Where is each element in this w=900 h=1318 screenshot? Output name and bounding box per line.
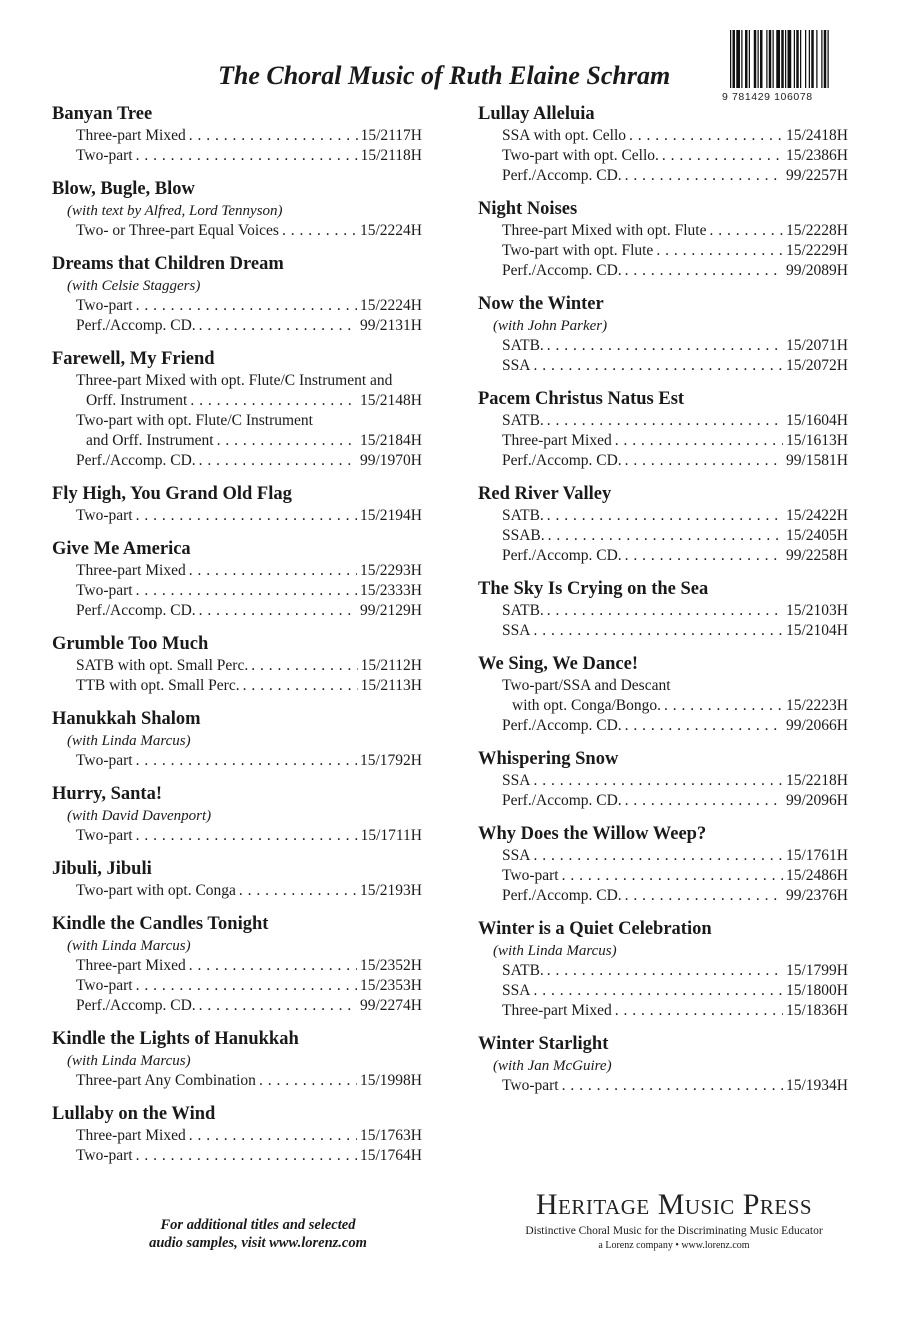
title-entry bbox=[52, 912, 422, 1016]
edition-row bbox=[52, 826, 422, 846]
edition-voicing: Perf./Accomp. CD. bbox=[76, 317, 196, 334]
dot-leader bbox=[189, 956, 357, 976]
title-credit: (with Linda Marcus) bbox=[493, 943, 617, 959]
title-entry bbox=[478, 652, 848, 736]
edition-code: 99/2257H bbox=[786, 167, 848, 184]
footer-note bbox=[108, 1216, 408, 1252]
title-name: We Sing, We Dance! bbox=[478, 654, 638, 674]
edition-row bbox=[478, 696, 848, 716]
edition-code: 15/1613H bbox=[786, 432, 848, 449]
edition-voicing: Two-part with opt. Conga bbox=[76, 882, 236, 899]
title-name: Pacem Christus Natus Est bbox=[478, 389, 685, 409]
title-name: Blow, Bugle, Blow bbox=[52, 179, 195, 199]
dot-leader bbox=[615, 431, 783, 451]
edition-code: 15/1998H bbox=[360, 1072, 422, 1089]
edition-code: 15/2293H bbox=[360, 562, 422, 579]
barcode-bar bbox=[796, 30, 799, 88]
edition-row bbox=[52, 296, 422, 316]
title-name: Dreams that Children Dream bbox=[52, 254, 284, 274]
edition-row bbox=[52, 391, 422, 411]
edition-voicing: Two-part bbox=[76, 297, 133, 314]
dot-leader bbox=[625, 261, 783, 281]
edition-row bbox=[478, 1076, 848, 1096]
edition-row bbox=[478, 601, 848, 621]
dot-leader bbox=[533, 621, 783, 641]
barcode-bar bbox=[733, 30, 736, 88]
edition-code: 99/2129H bbox=[360, 602, 422, 619]
edition-voicing: SATB. bbox=[502, 412, 544, 429]
edition-voicing: SSAB. bbox=[502, 527, 545, 544]
edition-row bbox=[52, 431, 422, 451]
edition-voicing-line: Three-part Mixed with opt. Flute/C Instrument and bbox=[76, 372, 393, 389]
barcode-bar bbox=[754, 30, 757, 88]
edition-voicing: Two-part bbox=[76, 507, 133, 524]
dot-leader bbox=[239, 881, 357, 901]
edition-code: 15/2104H bbox=[786, 622, 848, 639]
edition-voicing: Three-part Mixed bbox=[76, 957, 186, 974]
barcode-bar bbox=[758, 30, 759, 88]
edition-code: 15/2422H bbox=[786, 507, 848, 524]
edition-voicing: Three-part Mixed bbox=[502, 1002, 612, 1019]
dot-leader bbox=[189, 561, 357, 581]
edition-voicing: Two-part bbox=[76, 582, 133, 599]
dot-leader bbox=[136, 581, 357, 601]
title-entry bbox=[52, 632, 422, 696]
edition-voicing: Two-part bbox=[502, 1077, 559, 1094]
edition-code: 15/2333H bbox=[360, 582, 422, 599]
edition-voicing: with opt. Conga/Bongo. bbox=[512, 697, 661, 714]
edition-code: 15/1711H bbox=[360, 827, 422, 844]
edition-voicing: Three-part Mixed with opt. Flute bbox=[502, 222, 707, 239]
dot-leader bbox=[547, 336, 783, 356]
title-name: Now the Winter bbox=[478, 294, 604, 314]
barcode-bar bbox=[811, 30, 814, 88]
edition-code: 15/2229H bbox=[786, 242, 848, 259]
title-name: Jibuli, Jibuli bbox=[52, 859, 152, 879]
edition-code: 15/2386H bbox=[786, 147, 848, 164]
barcode-bar bbox=[824, 30, 827, 88]
edition-code: 15/2228H bbox=[786, 222, 848, 239]
edition-voicing: Three-part Any Combination bbox=[76, 1072, 256, 1089]
edition-voicing: Two-part bbox=[76, 147, 133, 164]
dot-leader bbox=[136, 976, 357, 996]
edition-row bbox=[52, 316, 422, 336]
barcode bbox=[722, 30, 868, 103]
dot-leader bbox=[190, 391, 357, 411]
title-name: Lullay Alleluia bbox=[478, 104, 595, 124]
edition-row bbox=[52, 451, 422, 471]
title-credit: (with Linda Marcus) bbox=[67, 938, 191, 954]
dot-leader bbox=[199, 451, 357, 471]
edition-row bbox=[52, 996, 422, 1016]
edition-row bbox=[478, 411, 848, 431]
edition-voicing: Perf./Accomp. CD. bbox=[502, 792, 622, 809]
title-credit: (with John Parker) bbox=[493, 318, 608, 334]
edition-voicing: SSA bbox=[502, 622, 531, 639]
title-entry bbox=[52, 347, 422, 471]
title-list-right bbox=[478, 102, 848, 1107]
edition-row bbox=[478, 431, 848, 451]
edition-row bbox=[478, 261, 848, 281]
edition-voicing: Two- or Three-part Equal Voices bbox=[76, 222, 279, 239]
edition-row bbox=[478, 546, 848, 566]
title-entry bbox=[52, 857, 422, 901]
edition-row bbox=[478, 166, 848, 186]
edition-row bbox=[478, 791, 848, 811]
edition-row bbox=[52, 1146, 422, 1166]
edition-row bbox=[52, 561, 422, 581]
edition-voicing: SSA bbox=[502, 357, 531, 374]
title-entry bbox=[52, 177, 422, 241]
edition-voicing: Two-part with opt. Cello. bbox=[502, 147, 659, 164]
title-entry bbox=[478, 822, 848, 906]
title-entry bbox=[478, 102, 848, 186]
title-entry bbox=[478, 917, 848, 1021]
dot-leader bbox=[625, 546, 783, 566]
edition-row bbox=[478, 356, 848, 376]
edition-voicing: Three-part Mixed bbox=[76, 1127, 186, 1144]
title-entry bbox=[52, 252, 422, 336]
dot-leader bbox=[282, 221, 357, 241]
edition-voicing: Perf./Accomp. CD. bbox=[76, 997, 196, 1014]
edition-voicing: Three-part Mixed bbox=[76, 562, 186, 579]
title-name: The Sky Is Crying on the Sea bbox=[478, 579, 709, 599]
dot-leader bbox=[625, 451, 783, 471]
edition-code: 15/2224H bbox=[360, 297, 422, 314]
dot-leader bbox=[199, 996, 357, 1016]
dot-leader bbox=[709, 221, 783, 241]
edition-row bbox=[478, 526, 848, 546]
edition-code: 15/2071H bbox=[786, 337, 848, 354]
edition-row bbox=[478, 336, 848, 356]
edition-code: 15/2072H bbox=[786, 357, 848, 374]
edition-code: 15/2103H bbox=[786, 602, 848, 619]
title-entry bbox=[52, 1102, 422, 1166]
page-title: The Choral Music of Ruth Elaine Schram bbox=[218, 61, 671, 90]
title-entry bbox=[478, 577, 848, 641]
edition-voicing: SATB with opt. Small Perc. bbox=[76, 657, 249, 674]
title-entry bbox=[478, 482, 848, 566]
barcode-bar bbox=[794, 30, 795, 88]
footer-note-line: For additional titles and selected bbox=[160, 1217, 356, 1233]
edition-voicing: Perf./Accomp. CD. bbox=[502, 717, 622, 734]
edition-row bbox=[478, 886, 848, 906]
edition-code: 15/2223H bbox=[786, 697, 848, 714]
edition-row bbox=[52, 146, 422, 166]
edition-code: 15/1800H bbox=[786, 982, 848, 999]
edition-row bbox=[52, 506, 422, 526]
edition-voicing: SSA bbox=[502, 982, 531, 999]
edition-row bbox=[52, 976, 422, 996]
title-entry bbox=[52, 782, 422, 846]
edition-row bbox=[478, 221, 848, 241]
edition-code: 15/2193H bbox=[360, 882, 422, 899]
edition-row bbox=[478, 241, 848, 261]
edition-row bbox=[478, 1001, 848, 1021]
edition-row bbox=[52, 676, 422, 696]
edition-row bbox=[478, 146, 848, 166]
dot-leader bbox=[625, 886, 783, 906]
title-entry bbox=[478, 747, 848, 811]
edition-row bbox=[52, 956, 422, 976]
edition-row bbox=[52, 221, 422, 241]
barcode-bar bbox=[821, 30, 822, 88]
title-credit: (with text by Alfred, Lord Tennyson) bbox=[67, 203, 283, 219]
edition-code: 99/2066H bbox=[786, 717, 848, 734]
edition-code: 15/2148H bbox=[360, 392, 422, 409]
dot-leader bbox=[136, 826, 358, 846]
title-name: Whispering Snow bbox=[478, 749, 619, 769]
edition-code: 15/2218H bbox=[786, 772, 848, 789]
barcode-bar bbox=[736, 30, 740, 88]
dot-leader bbox=[547, 506, 783, 526]
barcode-bar bbox=[773, 30, 774, 88]
dot-leader bbox=[136, 1146, 357, 1166]
edition-voicing: Three-part Mixed bbox=[76, 127, 186, 144]
edition-code: 15/2112H bbox=[360, 657, 422, 674]
title-credit: (with Jan McGuire) bbox=[493, 1058, 612, 1074]
footer-note-line: audio samples, visit www.lorenz.com bbox=[149, 1235, 367, 1251]
edition-code: 99/2258H bbox=[786, 547, 848, 564]
title-list-left bbox=[52, 102, 422, 1177]
barcode-bar bbox=[809, 30, 810, 88]
edition-row bbox=[52, 881, 422, 901]
dot-leader bbox=[629, 126, 783, 146]
edition-code: 15/2486H bbox=[786, 867, 848, 884]
dot-leader bbox=[199, 601, 357, 621]
barcode-bar bbox=[766, 30, 767, 88]
title-name: Kindle the Lights of Hanukkah bbox=[52, 1029, 299, 1049]
title-entry bbox=[478, 387, 848, 471]
edition-row bbox=[478, 126, 848, 146]
dot-leader bbox=[243, 676, 358, 696]
edition-voicing: Two-part bbox=[76, 752, 133, 769]
title-name: Why Does the Willow Weep? bbox=[478, 824, 707, 844]
edition-code: 15/1799H bbox=[786, 962, 848, 979]
title-entry bbox=[478, 197, 848, 281]
edition-voicing: Orff. Instrument bbox=[86, 392, 188, 409]
edition-code: 99/2376H bbox=[786, 887, 848, 904]
edition-voicing: Two-part bbox=[76, 977, 133, 994]
edition-code: 15/1792H bbox=[360, 752, 422, 769]
edition-row bbox=[478, 866, 848, 886]
dot-leader bbox=[547, 961, 783, 981]
title-credit: (with Celsie Staggers) bbox=[67, 278, 201, 294]
title-name: Give Me America bbox=[52, 539, 191, 559]
edition-code: 15/2117H bbox=[360, 127, 422, 144]
dot-leader bbox=[136, 296, 357, 316]
dot-leader bbox=[189, 126, 358, 146]
edition-code: 15/1764H bbox=[360, 1147, 422, 1164]
title-name: Kindle the Candles Tonight bbox=[52, 914, 269, 934]
edition-row bbox=[478, 506, 848, 526]
edition-code: 15/2118H bbox=[360, 147, 422, 164]
dot-leader bbox=[547, 601, 783, 621]
title-entry bbox=[52, 1027, 422, 1091]
dot-leader bbox=[625, 716, 783, 736]
edition-code: 15/1604H bbox=[786, 412, 848, 429]
edition-voicing: Three-part Mixed bbox=[502, 432, 612, 449]
edition-row bbox=[478, 981, 848, 1001]
edition-row bbox=[52, 601, 422, 621]
barcode-bar bbox=[785, 30, 786, 88]
publisher-logo bbox=[514, 1188, 834, 1252]
publisher-tagline: Distinctive Choral Music for the Discriminating Music Educator bbox=[525, 1225, 823, 1237]
barcode-bar bbox=[749, 30, 750, 88]
edition-voicing: TTB with opt. Small Perc. bbox=[76, 677, 240, 694]
edition-code: 15/2352H bbox=[360, 957, 422, 974]
title-name: Grumble Too Much bbox=[52, 634, 209, 654]
edition-voicing-line: Two-part/SSA and Descant bbox=[502, 677, 671, 694]
edition-voicing-line: Two-part with opt. Flute/C Instrument bbox=[76, 412, 313, 429]
title-entry bbox=[52, 102, 422, 166]
barcode-bar bbox=[800, 30, 801, 88]
barcode-bar bbox=[741, 30, 742, 88]
barcode-bars bbox=[728, 30, 868, 90]
title-name: Winter Starlight bbox=[478, 1034, 609, 1054]
edition-voicing: Perf./Accomp. CD. bbox=[76, 452, 196, 469]
title-name: Farewell, My Friend bbox=[52, 349, 215, 369]
edition-code: 15/1761H bbox=[786, 847, 848, 864]
edition-voicing: Perf./Accomp. CD. bbox=[502, 887, 622, 904]
edition-voicing: Perf./Accomp. CD. bbox=[502, 547, 622, 564]
title-name: Night Noises bbox=[478, 199, 578, 219]
title-credit: (with Linda Marcus) bbox=[67, 733, 191, 749]
dot-leader bbox=[136, 751, 357, 771]
title-entry bbox=[52, 707, 422, 771]
dot-leader bbox=[259, 1071, 357, 1091]
edition-code: 15/2405H bbox=[786, 527, 848, 544]
barcode-bar bbox=[769, 30, 772, 88]
dot-leader bbox=[189, 1126, 357, 1146]
edition-row bbox=[52, 656, 422, 676]
edition-row bbox=[478, 961, 848, 981]
edition-row bbox=[52, 581, 422, 601]
dot-leader bbox=[615, 1001, 783, 1021]
title-name: Lullaby on the Wind bbox=[52, 1104, 216, 1124]
edition-code: 15/2224H bbox=[360, 222, 422, 239]
edition-code: 15/2353H bbox=[360, 977, 422, 994]
edition-voicing: Perf./Accomp. CD. bbox=[76, 602, 196, 619]
edition-code: 99/2096H bbox=[786, 792, 848, 809]
barcode-digits: 9 781429 106078 bbox=[722, 91, 813, 103]
barcode-bar bbox=[745, 30, 748, 88]
dot-leader bbox=[547, 411, 783, 431]
dot-leader bbox=[533, 846, 783, 866]
edition-code: 15/2418H bbox=[786, 127, 848, 144]
edition-voicing: SATB. bbox=[502, 507, 544, 524]
edition-voicing: Two-part bbox=[502, 867, 559, 884]
edition-code: 15/1934H bbox=[786, 1077, 848, 1094]
dot-leader bbox=[625, 166, 783, 186]
edition-code: 99/1970H bbox=[360, 452, 422, 469]
dot-leader bbox=[136, 506, 357, 526]
edition-row bbox=[478, 621, 848, 641]
edition-voicing: Two-part with opt. Flute bbox=[502, 242, 654, 259]
publisher-subline: a Lorenz company • www.lorenz.com bbox=[598, 1240, 750, 1251]
barcode-bar bbox=[730, 30, 731, 88]
edition-row bbox=[52, 751, 422, 771]
barcode-bar bbox=[781, 30, 784, 88]
title-credit: (with Linda Marcus) bbox=[67, 1053, 191, 1069]
barcode-bar bbox=[776, 30, 780, 88]
edition-voicing: SSA bbox=[502, 847, 531, 864]
edition-voicing: SSA bbox=[502, 772, 531, 789]
title-entry bbox=[52, 482, 422, 526]
edition-code: 15/1763H bbox=[360, 1127, 422, 1144]
edition-row bbox=[52, 126, 422, 146]
edition-code: 15/2194H bbox=[360, 507, 422, 524]
dot-leader bbox=[199, 316, 357, 336]
edition-code: 15/2113H bbox=[360, 677, 422, 694]
barcode-bar bbox=[816, 30, 817, 88]
dot-leader bbox=[625, 791, 783, 811]
barcode-bar bbox=[760, 30, 763, 88]
dot-leader bbox=[217, 431, 357, 451]
title-name: Banyan Tree bbox=[52, 104, 153, 124]
edition-code: 15/1836H bbox=[786, 1002, 848, 1019]
edition-row bbox=[478, 846, 848, 866]
title-entry bbox=[478, 1032, 848, 1096]
dot-leader bbox=[533, 981, 783, 1001]
dot-leader bbox=[562, 1076, 783, 1096]
dot-leader bbox=[656, 241, 783, 261]
dot-leader bbox=[533, 771, 783, 791]
title-name: Fly High, You Grand Old Flag bbox=[52, 484, 292, 504]
edition-row bbox=[52, 1071, 422, 1091]
edition-code: 99/2131H bbox=[360, 317, 422, 334]
edition-row bbox=[478, 716, 848, 736]
edition-voicing: SATB. bbox=[502, 602, 544, 619]
barcode-bar bbox=[788, 30, 792, 88]
title-name: Winter is a Quiet Celebration bbox=[478, 919, 712, 939]
edition-voicing: SSA with opt. Cello bbox=[502, 127, 627, 144]
dot-leader bbox=[548, 526, 783, 546]
edition-voicing: Perf./Accomp. CD. bbox=[502, 452, 622, 469]
edition-code: 99/2089H bbox=[786, 262, 848, 279]
publisher-name: Heritage Music Press bbox=[535, 1188, 813, 1221]
dot-leader bbox=[251, 656, 357, 676]
edition-code: 99/2274H bbox=[360, 997, 422, 1014]
edition-voicing: Two-part bbox=[76, 827, 133, 844]
title-credit: (with David Davenport) bbox=[67, 808, 212, 824]
title-entry bbox=[478, 292, 848, 376]
edition-code: 99/1581H bbox=[786, 452, 848, 469]
edition-voicing: Two-part bbox=[76, 1147, 133, 1164]
edition-voicing: and Orff. Instrument bbox=[86, 432, 214, 449]
barcode-bar bbox=[805, 30, 806, 88]
edition-voicing: Perf./Accomp. CD. bbox=[502, 167, 622, 184]
dot-leader bbox=[562, 866, 783, 886]
edition-voicing: Perf./Accomp. CD. bbox=[502, 262, 622, 279]
dot-leader bbox=[136, 146, 358, 166]
edition-code: 15/2184H bbox=[360, 432, 422, 449]
dot-leader bbox=[664, 696, 783, 716]
edition-voicing: SATB. bbox=[502, 337, 544, 354]
edition-voicing: SATB. bbox=[502, 962, 544, 979]
edition-row bbox=[52, 1126, 422, 1146]
edition-row bbox=[478, 451, 848, 471]
dot-leader bbox=[533, 356, 783, 376]
edition-row bbox=[478, 771, 848, 791]
title-entry bbox=[52, 537, 422, 621]
title-name: Red River Valley bbox=[478, 484, 612, 504]
barcode-bar bbox=[828, 30, 829, 88]
title-name: Hurry, Santa! bbox=[52, 784, 162, 804]
dot-leader bbox=[662, 146, 783, 166]
title-name: Hanukkah Shalom bbox=[52, 709, 201, 729]
